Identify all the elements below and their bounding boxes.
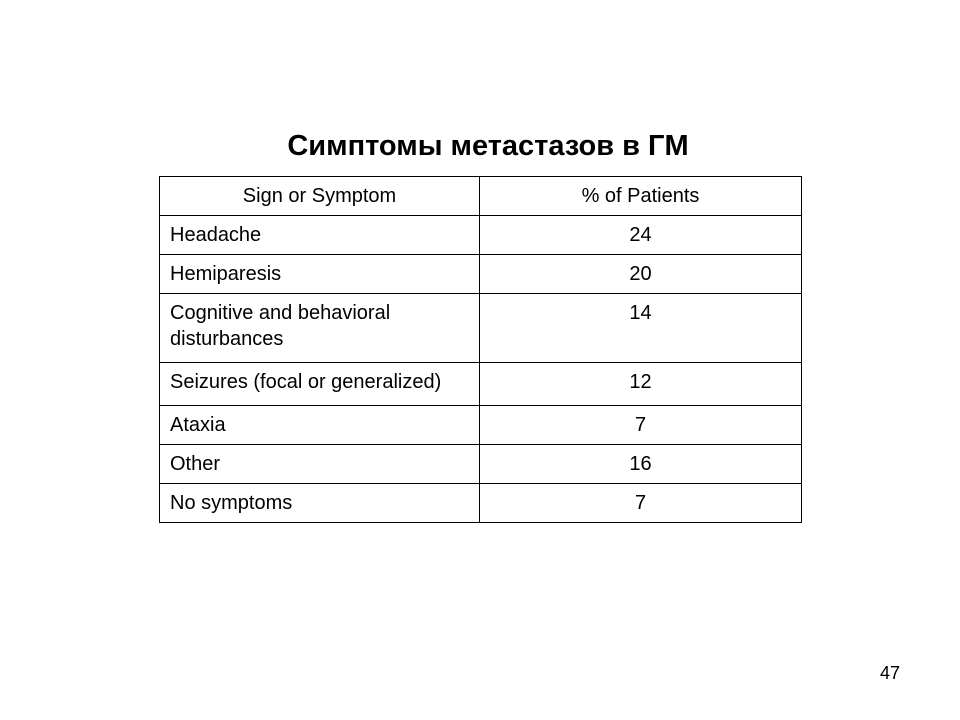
percent-cell: 16: [480, 445, 802, 484]
percent-cell: 14: [480, 294, 802, 363]
table-row: [160, 216, 802, 255]
header-percent-of-patients: % of Patients: [480, 177, 802, 216]
percent-cell: 20: [480, 255, 802, 294]
table-row: [160, 484, 802, 523]
table-row: [160, 255, 802, 294]
symptoms-table: [159, 176, 802, 523]
symptom-cell: Seizures (focal or generalized): [160, 363, 480, 406]
symptom-cell: Headache: [160, 216, 480, 255]
table-row: [160, 294, 802, 363]
symptom-cell: Hemiparesis: [160, 255, 480, 294]
percent-cell: 7: [480, 484, 802, 523]
symptom-cell: Ataxia: [160, 406, 480, 445]
slide-title: Симптомы метастазов в ГМ: [287, 130, 689, 162]
symptom-cell: No symptoms: [160, 484, 480, 523]
table-header-row: [160, 177, 802, 216]
table-row: [160, 363, 802, 406]
symptom-cell: Other: [160, 445, 480, 484]
table-row: [160, 406, 802, 445]
page-number: 47: [879, 663, 900, 683]
table-row: [160, 445, 802, 484]
symptom-cell: Cognitive and behavioral disturbances: [160, 294, 480, 363]
header-sign-or-symptom: Sign or Symptom: [160, 177, 480, 216]
percent-cell: 24: [480, 216, 802, 255]
percent-cell: 12: [480, 363, 802, 406]
percent-cell: 7: [480, 406, 802, 445]
